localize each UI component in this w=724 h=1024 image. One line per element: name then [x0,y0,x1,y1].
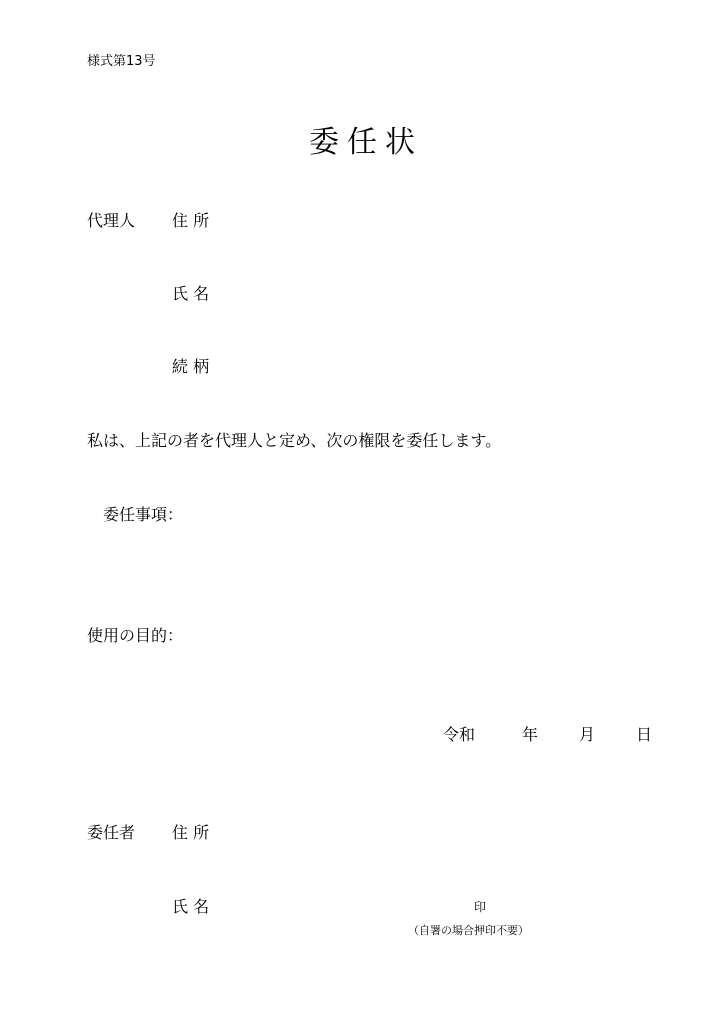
principal-name-label: 氏 名 [172,897,210,916]
agent-name-label: 氏 名 [172,284,210,303]
page-title: 委任状 [309,125,423,160]
principal-section-label: 委任者 [87,823,136,842]
purpose-label: 使用の目的： [87,626,184,645]
date-era: 令和 [443,725,476,744]
date-month-label: 月 [579,725,596,744]
delegated-matters-label: 委任事項： [103,505,184,524]
delegation-statement: 私は、上記の者を代理人と定め、次の権限を委任します。 [87,431,502,450]
agent-section-label: 代理人 [87,211,136,230]
date-year-label: 年 [522,725,539,744]
seal-mark: 印 [474,900,487,914]
agent-relationship-label: 続 柄 [172,357,210,376]
agent-address-label: 住 所 [172,211,210,230]
principal-address-label: 住 所 [172,823,210,842]
seal-note: （自署の場合押印不要） [408,924,529,937]
form-number: 様式第13号 [87,54,156,69]
date-day-label: 日 [636,725,653,744]
